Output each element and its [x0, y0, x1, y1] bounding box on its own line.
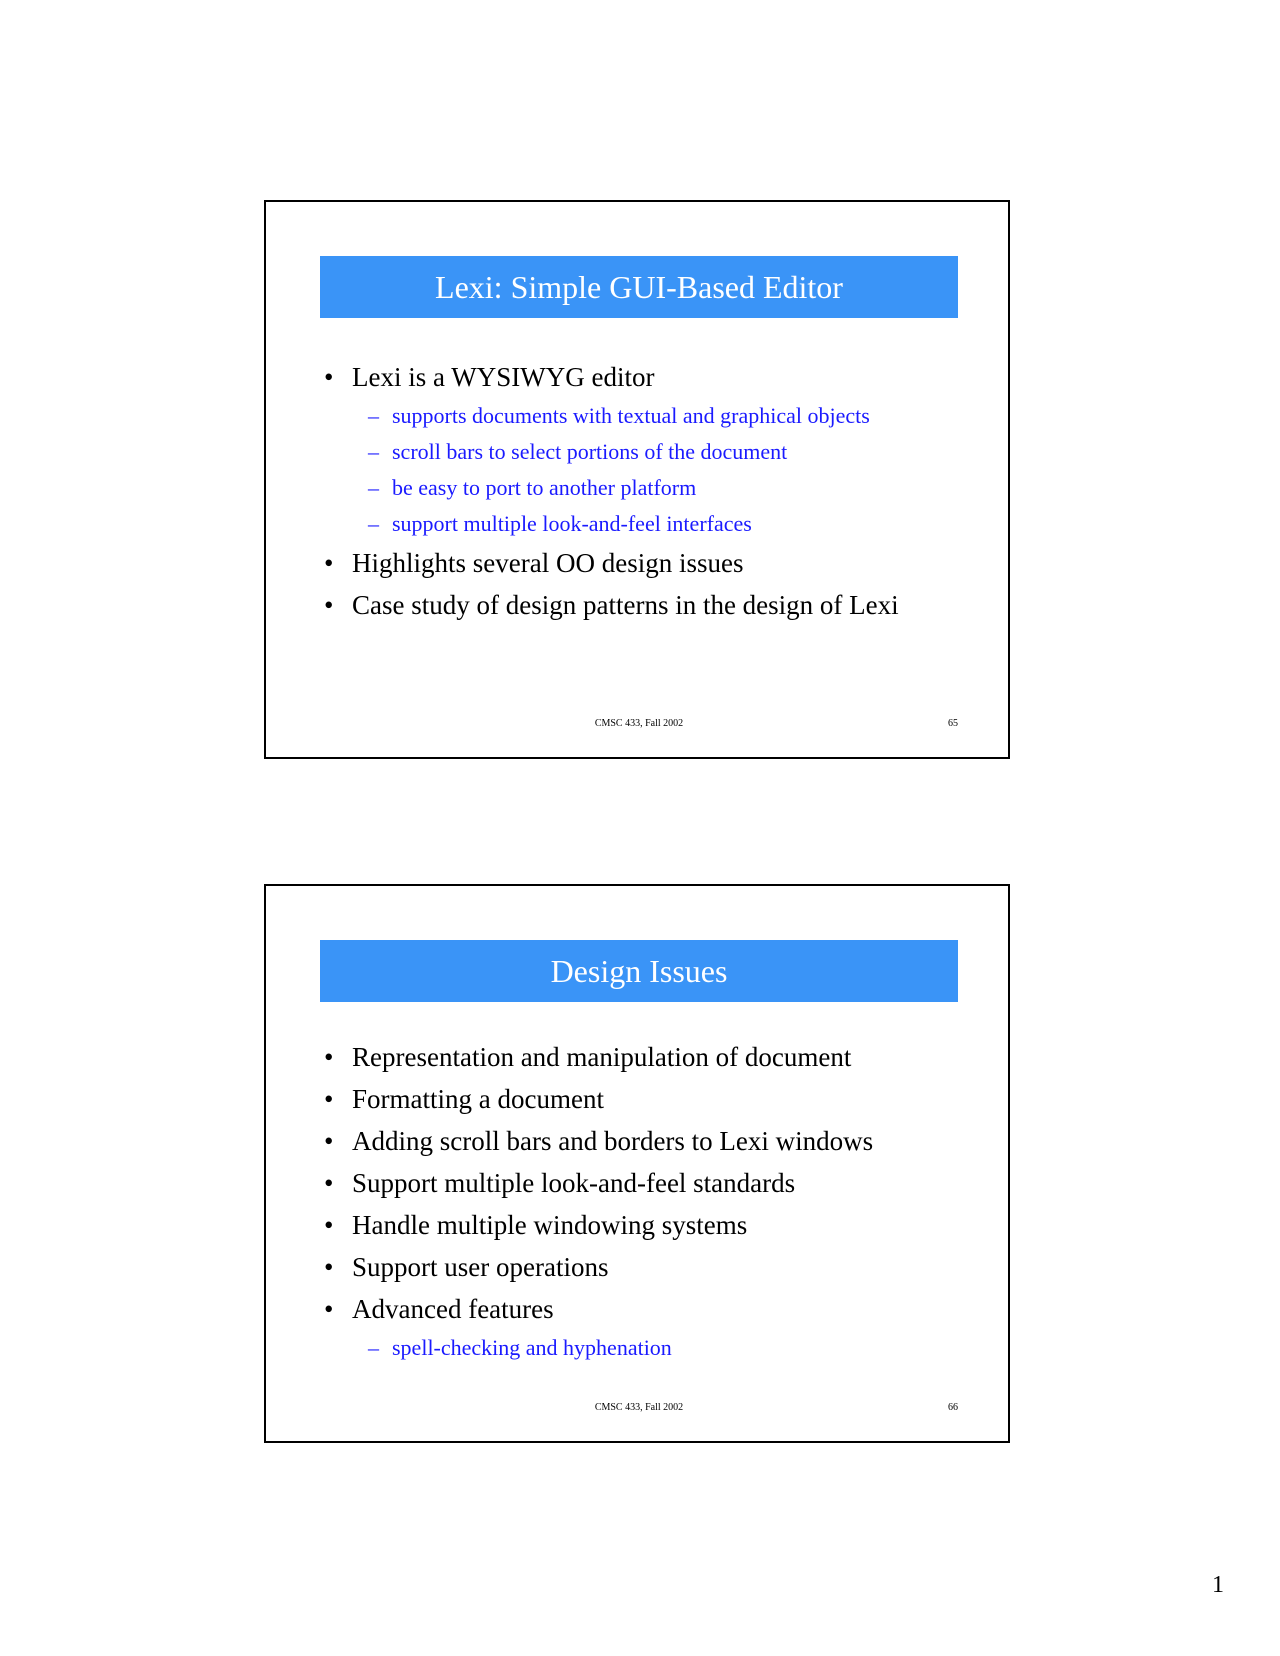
bullet-item [324, 1204, 988, 1246]
bullet-text: Support user operations [352, 1252, 609, 1282]
bullet-text: Support multiple look-and-feel standards [352, 1168, 796, 1198]
sub-bullet-text: be easy to port to another platform [392, 475, 697, 500]
sub-bullet-glyph: – [368, 403, 379, 428]
sub-bullet-item [324, 398, 988, 434]
slide-65 [264, 200, 1010, 759]
bullet-item [324, 356, 988, 398]
bullet-glyph: • [324, 1084, 334, 1114]
bullet-text: Adding scroll bars and borders to Lexi windows [352, 1126, 874, 1156]
bullet-glyph: • [324, 590, 334, 620]
sub-bullet-glyph: – [368, 475, 379, 500]
sub-bullet-item [324, 506, 988, 542]
sub-bullet-item [324, 434, 988, 470]
bullet-glyph: • [324, 1210, 334, 1240]
bullet-text: Advanced features [352, 1294, 554, 1324]
bullet-glyph: • [324, 1126, 334, 1156]
bullet-glyph: • [324, 1042, 334, 1072]
bullet-text: Lexi is a WYSIWYG editor [352, 362, 655, 392]
bullet-glyph: • [324, 1294, 334, 1324]
bullet-item [324, 1120, 988, 1162]
bullet-item [324, 1036, 988, 1078]
bullet-glyph: • [324, 1168, 334, 1198]
sub-bullet-glyph: – [368, 439, 379, 464]
bullet-item [324, 584, 988, 626]
slide-title: Design Issues [320, 940, 958, 1002]
slide-number: 66 [948, 1402, 958, 1413]
bullet-text: Representation and manipulation of document [352, 1042, 852, 1072]
bullet-list [324, 356, 988, 626]
document-page-number: 1 [1212, 1572, 1224, 1598]
bullet-glyph: • [324, 1252, 334, 1282]
bullet-item [324, 1288, 988, 1330]
sub-bullet-item [324, 1330, 988, 1366]
bullet-item [324, 542, 988, 584]
sub-bullet-glyph: – [368, 1335, 379, 1360]
bullet-glyph: • [324, 362, 334, 392]
sub-bullet-item [324, 470, 988, 506]
slide-number: 65 [948, 718, 958, 729]
sub-bullet-text: support multiple look-and-feel interfaces [392, 511, 752, 536]
sub-bullet-text: supports documents with textual and graphical objects [392, 403, 870, 428]
slide-title: Lexi: Simple GUI-Based Editor [320, 256, 958, 318]
bullet-text: Handle multiple windowing systems [352, 1210, 748, 1240]
bullet-glyph: • [324, 548, 334, 578]
bullet-item [324, 1078, 988, 1120]
sub-bullet-glyph: – [368, 511, 379, 536]
sub-bullet-text: scroll bars to select portions of the document [392, 439, 788, 464]
bullet-list [324, 1036, 988, 1366]
sub-bullet-text: spell-checking and hyphenation [392, 1335, 672, 1360]
bullet-text: Highlights several OO design issues [352, 548, 744, 578]
bullet-item [324, 1246, 988, 1288]
bullet-text: Case study of design patterns in the design of Lexi [352, 590, 899, 620]
slide-footer: CMSC 433, Fall 2002 [594, 1402, 684, 1413]
bullet-text: Formatting a document [352, 1084, 604, 1114]
slide-66 [264, 884, 1010, 1443]
bullet-item [324, 1162, 988, 1204]
slide-footer: CMSC 433, Fall 2002 [594, 718, 684, 729]
